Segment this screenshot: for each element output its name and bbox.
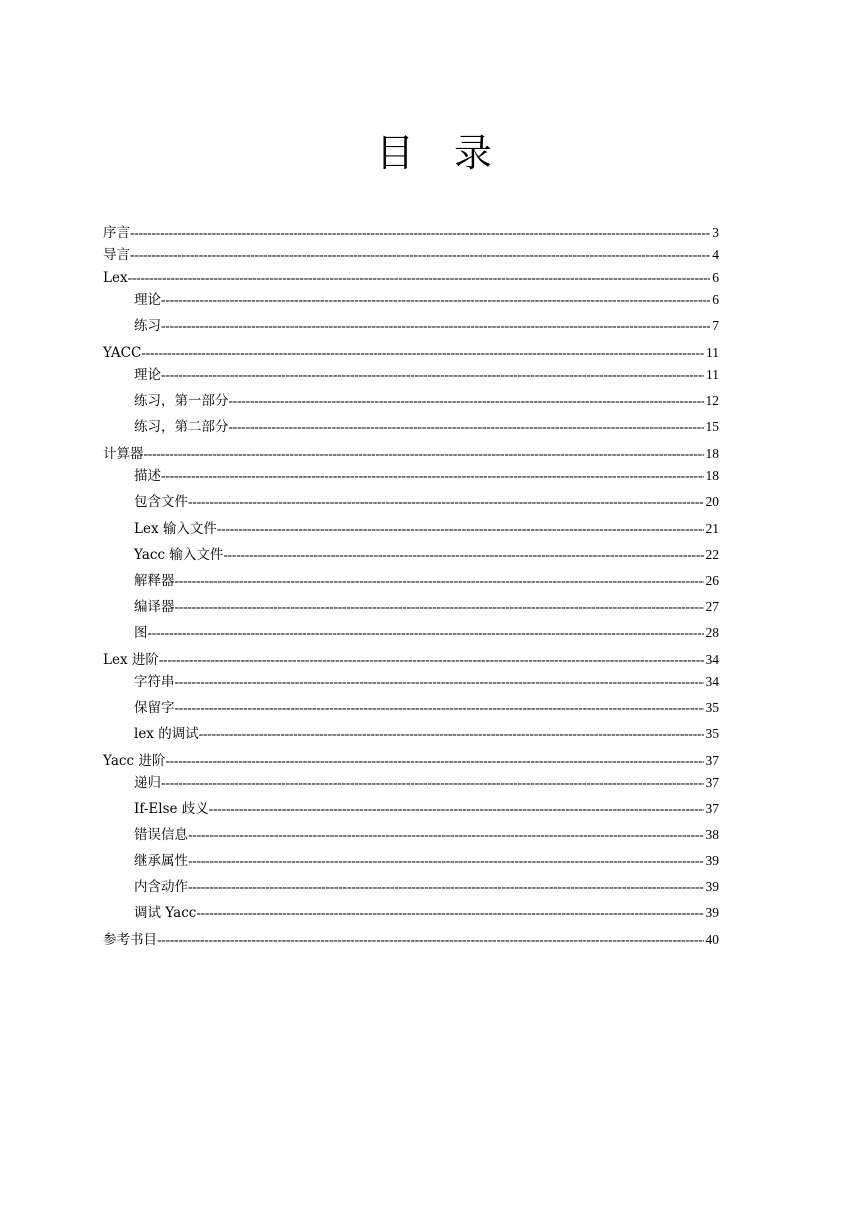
toc-entry-label: Yacc 进阶 bbox=[103, 753, 166, 769]
toc-leader-dots bbox=[209, 799, 704, 819]
toc-entry-label: 图 bbox=[134, 625, 148, 641]
toc-entry[interactable] bbox=[103, 851, 719, 871]
toc-entry-label: 错误信息 bbox=[134, 827, 188, 843]
toc-entry-label: Lex 进阶 bbox=[103, 652, 159, 668]
toc-entry-label: 保留字 bbox=[134, 700, 175, 716]
toc-entry-page-number: 20 bbox=[705, 494, 719, 509]
toc-leader-dots bbox=[161, 365, 704, 385]
toc-entry-label: 编译器 bbox=[134, 599, 175, 615]
toc-entry[interactable] bbox=[103, 751, 719, 771]
toc-entry[interactable] bbox=[103, 268, 719, 288]
toc-entry-page-number: 7 bbox=[712, 318, 719, 333]
toc-leader-dots bbox=[199, 724, 704, 744]
toc-entry-label: Yacc 输入文件 bbox=[134, 547, 224, 563]
toc-entry[interactable] bbox=[103, 245, 719, 265]
toc-leader-dots bbox=[188, 877, 704, 897]
toc-entry[interactable] bbox=[103, 571, 719, 591]
toc-entry-page-number: 39 bbox=[705, 879, 719, 894]
toc-entry-page-number: 6 bbox=[712, 292, 719, 307]
toc-leader-dots bbox=[175, 672, 704, 692]
toc-entry-page-number: 15 bbox=[705, 419, 719, 434]
toc-entry-label: 描述 bbox=[134, 468, 161, 484]
toc-leader-dots bbox=[161, 466, 704, 486]
toc-leader-dots bbox=[128, 268, 711, 288]
toc-entry-page-number: 21 bbox=[705, 521, 719, 536]
toc-leader-dots bbox=[188, 851, 704, 871]
toc-entry[interactable] bbox=[103, 343, 719, 363]
toc-entry[interactable] bbox=[103, 930, 719, 950]
toc-entry-label: Lex 输入文件 bbox=[134, 521, 217, 537]
toc-entry-label: 调试 Yacc bbox=[134, 905, 197, 921]
toc-leader-dots bbox=[229, 391, 704, 411]
toc-entry[interactable] bbox=[103, 877, 719, 897]
toc-entry-page-number: 37 bbox=[705, 801, 719, 816]
toc-entry-page-number: 35 bbox=[705, 726, 719, 741]
toc-entry[interactable] bbox=[103, 391, 719, 411]
toc-entry-label: YACC bbox=[103, 345, 142, 361]
toc-entry[interactable] bbox=[103, 799, 719, 819]
toc-entry-label: 继承属性 bbox=[134, 853, 188, 869]
toc-leader-dots bbox=[217, 519, 704, 539]
toc-entry-page-number: 4 bbox=[712, 247, 719, 262]
toc-leader-dots bbox=[229, 417, 704, 437]
toc-entry-label: 包含文件 bbox=[134, 494, 188, 510]
toc-entry-label: 参考书目 bbox=[103, 932, 157, 948]
toc-entry-page-number: 11 bbox=[706, 367, 719, 382]
toc-entry-page-number: 18 bbox=[705, 468, 719, 483]
toc-entry[interactable] bbox=[103, 545, 719, 565]
toc-leader-dots bbox=[148, 623, 704, 643]
toc-entry-page-number: 34 bbox=[705, 652, 719, 667]
toc-entry[interactable] bbox=[103, 519, 719, 539]
toc-leader-dots bbox=[130, 223, 710, 243]
toc-entry-page-number: 38 bbox=[705, 827, 719, 842]
toc-entry-label: 计算器 bbox=[103, 446, 144, 462]
toc-leader-dots bbox=[130, 245, 710, 265]
toc-entry-page-number: 11 bbox=[706, 345, 719, 360]
toc-entry[interactable] bbox=[103, 903, 719, 923]
toc-entry-label: lex 的调试 bbox=[134, 726, 199, 742]
toc-entry[interactable] bbox=[103, 650, 719, 670]
toc-entry[interactable] bbox=[103, 724, 719, 744]
toc-entry[interactable] bbox=[103, 492, 719, 512]
toc-entry-page-number: 35 bbox=[705, 700, 719, 715]
toc-leader-dots bbox=[196, 903, 703, 923]
toc-entry-page-number: 18 bbox=[705, 446, 719, 461]
toc-leader-dots bbox=[161, 316, 710, 336]
toc-entry-page-number: 27 bbox=[705, 599, 719, 614]
toc-leader-dots bbox=[223, 545, 703, 565]
toc-entry[interactable] bbox=[103, 698, 719, 718]
toc-entry-page-number: 3 bbox=[712, 225, 719, 240]
toc-entry-label: 理论 bbox=[134, 367, 161, 383]
toc-leader-dots bbox=[144, 444, 704, 464]
toc-entry-page-number: 6 bbox=[712, 270, 719, 285]
toc-leader-dots bbox=[161, 290, 710, 310]
toc-entry-page-number: 40 bbox=[705, 932, 719, 947]
toc-entry-label: 内含动作 bbox=[134, 879, 188, 895]
toc-entry-label: 序言 bbox=[103, 225, 130, 241]
toc-entry[interactable] bbox=[103, 316, 719, 336]
toc-entry-label: 理论 bbox=[134, 292, 161, 308]
toc-entry[interactable] bbox=[103, 290, 719, 310]
toc-entry-label: If-Else 歧义 bbox=[134, 801, 209, 817]
toc-entry-page-number: 39 bbox=[705, 853, 719, 868]
toc-entry[interactable] bbox=[103, 444, 719, 464]
toc-entry-label: 练习，第一部分 bbox=[134, 393, 229, 409]
toc-entry-label: 递归 bbox=[134, 775, 161, 791]
toc-leader-dots bbox=[188, 825, 704, 845]
page-title: 目录 bbox=[375, 131, 532, 175]
toc-entry[interactable] bbox=[103, 773, 719, 793]
toc-entry[interactable] bbox=[103, 466, 719, 486]
toc-leader-dots bbox=[165, 751, 703, 771]
toc-entry-page-number: 39 bbox=[705, 905, 719, 920]
toc-entry-label: 练习 bbox=[134, 318, 161, 334]
toc-entry-page-number: 34 bbox=[705, 674, 719, 689]
toc-entry-label: 导言 bbox=[103, 247, 130, 263]
toc-entry-label: 字符串 bbox=[134, 674, 175, 690]
toc-entry[interactable] bbox=[103, 825, 719, 845]
toc-entry-page-number: 26 bbox=[705, 573, 719, 588]
toc-entry-page-number: 22 bbox=[705, 547, 719, 562]
toc-leader-dots bbox=[188, 492, 704, 512]
toc-entry-page-number: 37 bbox=[705, 775, 719, 790]
toc-entry[interactable] bbox=[103, 597, 719, 617]
toc-entry-page-number: 12 bbox=[705, 393, 719, 408]
toc-entry-page-number: 37 bbox=[705, 753, 719, 768]
toc-leader-dots bbox=[157, 930, 704, 950]
toc-entry-page-number: 28 bbox=[705, 625, 719, 640]
toc-leader-dots bbox=[159, 650, 704, 670]
toc-entry-label: Lex bbox=[103, 270, 128, 286]
toc-leader-dots bbox=[175, 597, 704, 617]
toc-entry-label: 练习，第二部分 bbox=[134, 419, 229, 435]
toc-leader-dots bbox=[175, 571, 704, 591]
toc-entry[interactable] bbox=[103, 672, 719, 692]
toc-entry[interactable] bbox=[103, 223, 719, 243]
toc-leader-dots bbox=[161, 773, 704, 793]
toc-entry[interactable] bbox=[103, 417, 719, 437]
toc-leader-dots bbox=[175, 698, 704, 718]
toc-entry-label: 解释器 bbox=[134, 573, 175, 589]
toc-entry[interactable] bbox=[103, 365, 719, 385]
toc-leader-dots bbox=[141, 343, 704, 363]
toc-entry[interactable] bbox=[103, 623, 719, 643]
